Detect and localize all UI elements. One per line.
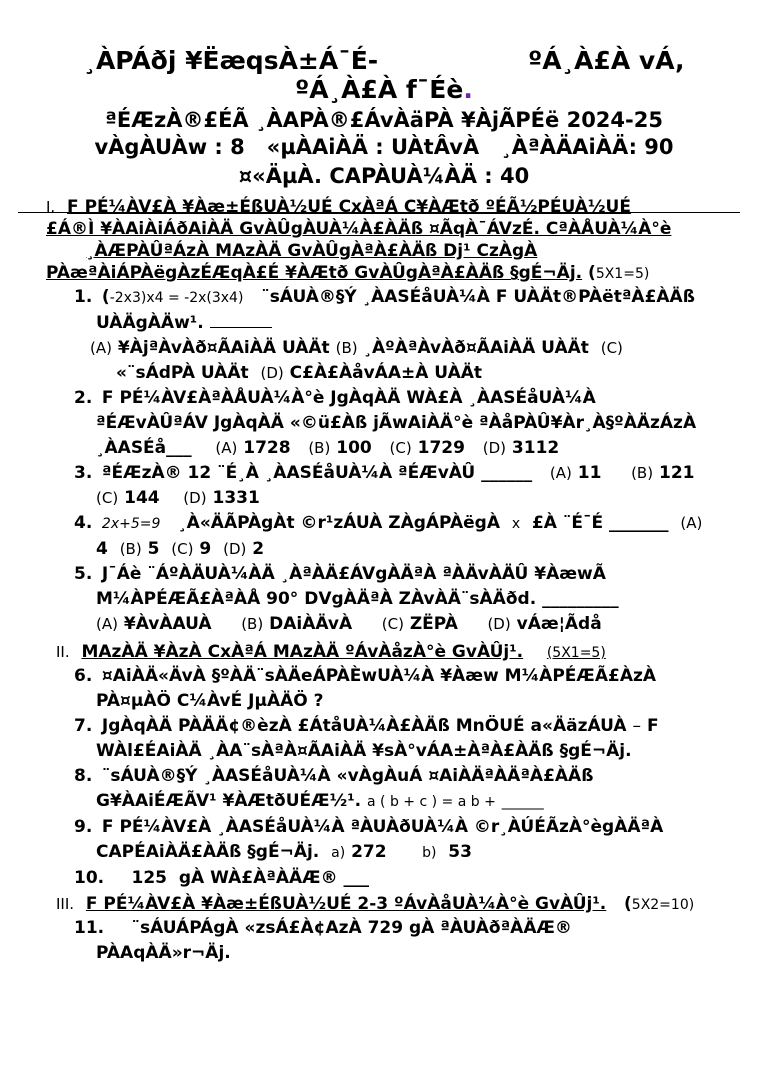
q2-line-3: ¸ÀASÉå___	[96, 438, 192, 458]
option-label: (A)	[96, 615, 118, 633]
section-1-heading	[46, 196, 706, 285]
q6-line-2: PÀ¤µÀÖ C¼ÀvÉ JµÀÄÖ ?	[96, 691, 324, 711]
q5-line-2: M¼ÀPÉÆÃ£ÀªÀÅ 90° DVgÀÄªÀ ZÀvÀÄ¨sÀÄðd. _________	[96, 589, 619, 609]
question-number: 8.	[74, 766, 93, 786]
option-label: (C)	[171, 540, 194, 558]
question-8	[74, 764, 724, 815]
option-label: (A)	[215, 439, 238, 457]
q7-line-1-end: F	[646, 716, 659, 736]
section-1-line-4: PÀæªÀiÁPÀëgÀzÉÆqÀ£É ¥ÀÆtð GvÀÛgÀªÀ£ÀÄß §gÉ¬Äj.	[46, 263, 583, 283]
question-number: 11.	[74, 918, 105, 938]
option-label: (D)	[260, 364, 284, 382]
option-text: 272	[351, 842, 387, 862]
option-text: 1729	[417, 438, 465, 458]
question-11	[74, 916, 724, 966]
option-text: 1331	[212, 488, 260, 508]
q11-line-2: PÀAqÀÄ»r¬Äj.	[96, 943, 231, 963]
header-dot: .	[463, 75, 473, 104]
option-label: (D)	[487, 615, 511, 633]
header-taluk: ºÁ¸À£À vÁ,	[528, 46, 685, 75]
q1-options-cont	[116, 361, 768, 386]
q1-text-cont: UÀÄgÀÄw¹.	[96, 313, 204, 333]
q7-dash: –	[632, 716, 642, 736]
q10-text: gÀ WÀ£ÀªÀÄÆ® ___	[178, 868, 369, 888]
header-line-1	[0, 46, 768, 75]
option-text: C£À£ÀåvÁA±À UÀÄt	[289, 363, 483, 383]
section-1-number: I.	[46, 198, 56, 216]
q4-text-2: £À ¨É¯É _______	[531, 513, 669, 533]
q3-line-1: ªÉÆzÀ® 12 ¨É¸À ¸ÀASÉåUÀ¼À ªÉÆvÀÛ ______	[101, 463, 533, 483]
section-1-line-3: ¸ÀÆPÀÛªÁzÀ MAzÀÄ GvÀÛgÀªÀ£ÀÄß Dj¹ CzÀgÀ	[86, 241, 538, 261]
option-text: 1728	[243, 438, 291, 458]
header-line-2	[0, 75, 768, 104]
section-2-title: MAzÀÄ ¥ÀzÀ CxÀªÁ MAzÀÄ ºÁvÀåzÀ°è GvÀÛj¹.	[81, 642, 524, 662]
section-3-number: III.	[56, 895, 75, 913]
option-label: (D)	[482, 439, 506, 457]
option-label: (C)	[96, 489, 119, 507]
question-1	[74, 285, 724, 336]
question-6	[74, 664, 724, 714]
question-5	[74, 562, 724, 637]
option-label: (B)	[308, 439, 331, 457]
question-7	[74, 714, 724, 764]
question-number: 7.	[74, 716, 93, 736]
header-school-name: ¸ÀPÁðj ¥ËæqsÀ±Á¯É-	[83, 46, 379, 75]
q4-variable: x	[511, 516, 521, 532]
option-label: (B)	[335, 339, 358, 357]
q8-line-2: G¥ÀAiÉÆÃV¹ ¥ÀÆtðUÉÆ½¹.	[96, 791, 362, 811]
header-district: ºÁ¸À£À f¯Éè	[295, 75, 464, 104]
answer-blank	[210, 311, 272, 328]
section-2-heading	[56, 641, 768, 664]
option-label: a)	[331, 845, 346, 861]
section-3-marks: 5X2=10)	[631, 897, 695, 913]
question-2	[74, 386, 724, 461]
time-label: ¸ÀªÀÄAiÀÄ: 90	[501, 135, 674, 159]
question-10	[74, 866, 724, 891]
question-number: 10.	[74, 868, 105, 888]
option-text: ZËPÀ	[409, 614, 458, 634]
section-3-title: F PÉ¼ÀV£À ¥Àæ±ÉßUÀ½UÉ 2-3 ºÁvÀåUÀ¼À°è GvÀÛj¹.	[85, 894, 607, 914]
option-label: (D)	[183, 489, 207, 507]
option-label: (A)	[549, 464, 572, 482]
q1-options	[90, 336, 768, 361]
question-4	[74, 511, 724, 562]
option-label: (B)	[241, 615, 264, 633]
section-1-line-2: £Á®Ì ¥ÀAiÀiÁðAiÀÄ GvÀÛgÀUÀ¼À£ÀÄß ¤ÃqÀ¯ÁVzÉ. CªÀÅUÀ¼À°è	[46, 219, 672, 239]
q8-expression: a ( b + c ) = a b +	[367, 794, 496, 810]
option-text: 5	[147, 539, 160, 559]
q7-line-2: WÀl£ÉAiÀÄ ¸ÀA¨sÀªÀ¤ÃAiÀÄ ¥sÀ°vÁA±ÀªÀ£ÀÄß §gÉ¬Äj.	[96, 741, 632, 761]
q4-equation: 2x+5=9	[101, 516, 161, 532]
option-label: b)	[422, 845, 437, 861]
q8-line-1: ¨sÁUÀ®§Ý ¸ÀASÉåUÀ¼À «vÀgÀuÁ ¤AiÀÄªÀÄªÀ£ÀÄß	[101, 766, 594, 786]
question-number: 5.	[74, 564, 93, 584]
q7-line-1: JgÀqÀÄ PÀÄÄ¢®èzÀ £ÁtåUÀ¼À£ÀÄß MnÖUÉ a«ÄäzÁUÀ	[101, 716, 627, 736]
option-label: (A)	[680, 514, 703, 532]
q4-text: ¸À«ÄÃPÀgÀt ©r¹zÁUÀ ZÀgÁPÀëgÀ	[178, 513, 500, 533]
option-label: (C)	[381, 615, 404, 633]
header-divider	[18, 212, 740, 213]
question-number: 3.	[74, 463, 93, 483]
option-text: 2	[252, 539, 265, 559]
q9-line-1: F PÉ¼ÀV£À ¸ÀASÉåUÀ¼À ªÀUÀðUÀ¼À ©r¸ÀÚÉÃzÀ°ègÀÄªÀ	[101, 817, 664, 837]
marks-label: ¤«ÄµÀ. CAPÀUÀ¼ÀÄ : 40	[238, 164, 530, 188]
question-number: 4.	[74, 513, 93, 533]
q10-number: 125	[131, 868, 168, 888]
question-number: 9.	[74, 817, 93, 837]
section-1-line-1: F PÉ¼ÀV£À ¥Àæ±ÉßUÀ½UÉ CxÀªÁ C¥ÀÆtð ºÉÃ½PÉUÀ½UÉ	[67, 197, 631, 217]
q1-text: ¨sÁUÀ®§Ý ¸ÀASÉåUÀ¼À F UÀÄt®PÀëtªÀ£ÀÄß	[261, 287, 695, 307]
option-text: ¥ÀvÀAUÀ	[123, 614, 212, 634]
q11-line-1: ¨sÁUÁPÁgÀ «zsÁ£À¢AzÀ 729 gÀ ªÀUÀðªÀÄÆ®	[131, 918, 572, 938]
option-text: 4	[96, 539, 108, 559]
q1-paren: (	[101, 287, 110, 307]
q1-expression: -2x3)x4 = -2x(3x4)	[109, 290, 244, 306]
option-text: ¥ÀjªÀvÀð¤ÃAiÀÄ UÀÄt	[117, 338, 330, 358]
exam-meta	[0, 134, 768, 161]
q2-line-2: ªÉÆvÀÛªÁV JgÀqÀÄ «©ü£Àß jÃwAiÀÄ°è ªÀåPÀÛ¥Àr¸À§ºÀÄzÁzÀ	[96, 413, 697, 433]
option-label: (B)	[631, 464, 654, 482]
exam-title: ªÉÆzÀ®£ÉÃ ¸ÀAPÀ®£ÁvÀäPÀ ¥ÀjÃPÉë 2024-25	[105, 108, 663, 132]
option-label: (D)	[223, 540, 247, 558]
option-text: 53	[448, 842, 472, 862]
option-text: 121	[658, 463, 695, 483]
class-label: vÀgÀUÀw : 8	[94, 135, 245, 159]
section-1-marks-open: (	[588, 263, 596, 283]
question-number: 2.	[74, 388, 93, 408]
option-label: (C)	[389, 439, 412, 457]
q9-line-2: CAPÉAiÀÄ£ÀÄß §gÉ¬Äj.	[96, 842, 320, 862]
question-number: 1.	[74, 287, 93, 307]
q2-line-1: F PÉ¼ÀV£ÀªÀÅUÀ¼À°è JgÀqÀÄ WÀ£À ¸ÀASÉåUÀ¼À	[101, 388, 596, 408]
question-number: 6.	[74, 666, 93, 686]
option-label: (B)	[119, 540, 142, 558]
section-2-marks: (5X1=5)	[546, 645, 606, 661]
option-text: «¨sÁdPÀ UÀÄt	[116, 363, 249, 383]
option-text: ¸ÀºÀªÀvÀð¤ÃAiÀÄ UÀÄt	[363, 338, 589, 358]
question-3	[74, 461, 724, 511]
section-2-number: II.	[56, 643, 70, 661]
option-text: 100	[336, 438, 372, 458]
q6-line-1: ¤AiÀÄ«ÄvÀ §ºÀÄ¨sÀÄeÁPÀÈwUÀ¼À ¥Àæw M¼ÀPÉÆÃ£ÀzÀ	[101, 666, 657, 686]
section-1-marks: 5X1=5)	[595, 266, 650, 282]
section-3-marks-open: (	[624, 894, 632, 914]
question-9	[74, 815, 724, 866]
option-text: 3112	[511, 438, 560, 458]
option-text: 11	[577, 463, 602, 483]
section-3-heading	[56, 893, 768, 916]
option-text: DAiÀÄvÀ	[269, 614, 353, 634]
option-label: (C)	[600, 339, 623, 357]
subject-label: «µÀAiÀÄ : UÀtÂvÀ	[266, 135, 480, 159]
option-text: 9	[199, 539, 212, 559]
option-text: 144	[124, 488, 160, 508]
q8-blank: ______	[501, 794, 544, 810]
q5-line-1: J¯Áè ¨ÁºÀÄUÀ¼ÀÄ ¸ÀªÀÄ£ÁVgÀÄªÀ ªÀÄvÀÄÛ ¥ÀæwÃ	[101, 564, 606, 584]
option-label: (A)	[90, 339, 112, 357]
option-text: vÁæ¦Ãdå	[516, 614, 602, 634]
